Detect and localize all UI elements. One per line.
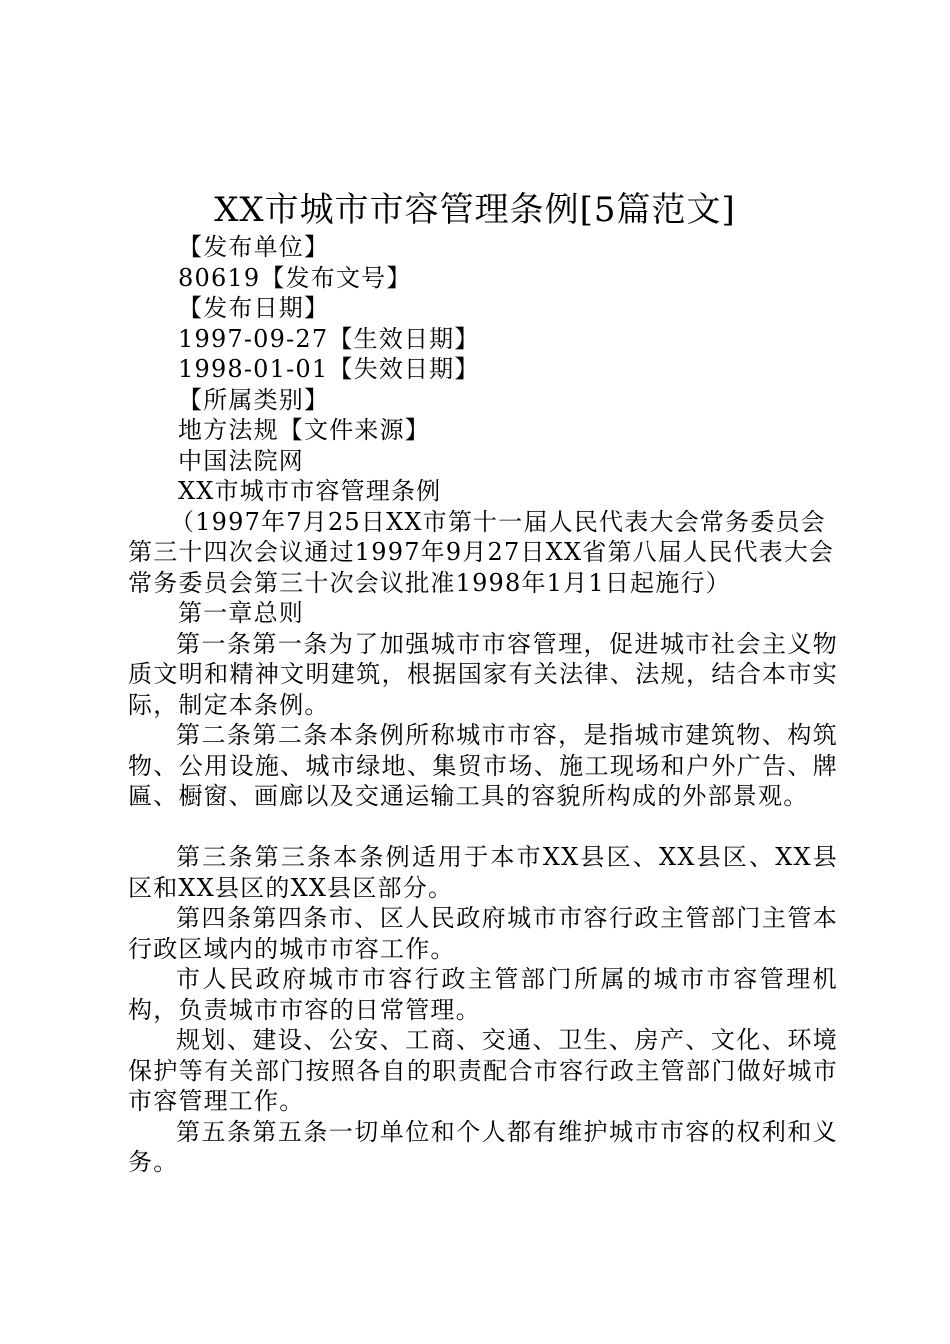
article-paragraph: 第二条第二条本条例所称城市市容，是指城市建筑物、构筑物、公用设施、城市绿地、集贸市场、施工现场和户外广告、牌匾、橱窗、画廊以及交通运输工具的容貌所构成的外部景观。 — [128, 721, 838, 810]
meta-line: 【发布日期】 — [178, 294, 330, 322]
meta-line: 【所属类别】 — [178, 385, 330, 414]
regulation-name: XX市城市市容管理条例 — [178, 477, 442, 505]
meta-line: 中国法院网 — [178, 446, 304, 475]
document-title: XX市城市市容管理条例[5篇范文] — [214, 190, 736, 230]
meta-line: 地方法规【文件来源】 — [178, 416, 430, 444]
article-paragraph: 第五条第五条一切单位和个人都有维护城市市容的权利和义务。 — [128, 1117, 838, 1176]
meta-line: 1997-09-27【生效日期】 — [178, 324, 480, 353]
article-paragraph: 第一条第一条为了加强城市市容管理，促进城市社会主义物质文明和精神文明建筑，根据国家有关法律、法规，结合本市实际，制定本条例。 — [128, 629, 838, 719]
paragraph-gap — [128, 812, 838, 843]
article-paragraph: 规划、建设、公安、工商、交通、卫生、房产、文化、环境保护等有关部门按照各自的职责配合市容行政主管部门做好城市市容管理工作。 — [128, 1026, 838, 1115]
article-paragraph: 第三条第三条本条例适用于本市XX县区、XX县区、XX县区和XX县区的XX县区部分。 — [128, 843, 838, 902]
meta-line: 80619【发布文号】 — [178, 263, 412, 292]
document-body — [128, 232, 838, 1178]
meta-line: 1998-01-01【失效日期】 — [178, 355, 480, 383]
article-paragraph: 市人民政府城市市容行政主管部门所属的城市市容管理机构，负责城市市容的日常管理。 — [128, 965, 838, 1024]
meta-line: 【发布单位】 — [178, 233, 330, 261]
chapter-heading: 第一章总则 — [178, 599, 304, 627]
article-paragraph: 第四条第四条市、区人民政府城市市容行政主管部门主管本行政区域内的城市市容工作。 — [128, 904, 838, 963]
approval-note: （1997年7月25日XX市第十一届人民代表大会常务委员会第三十四次会议通过1997年9月27日XX省第八届人民代表大会常务委员会第三十次会议批准1998年1月1日起施行） — [128, 507, 835, 597]
